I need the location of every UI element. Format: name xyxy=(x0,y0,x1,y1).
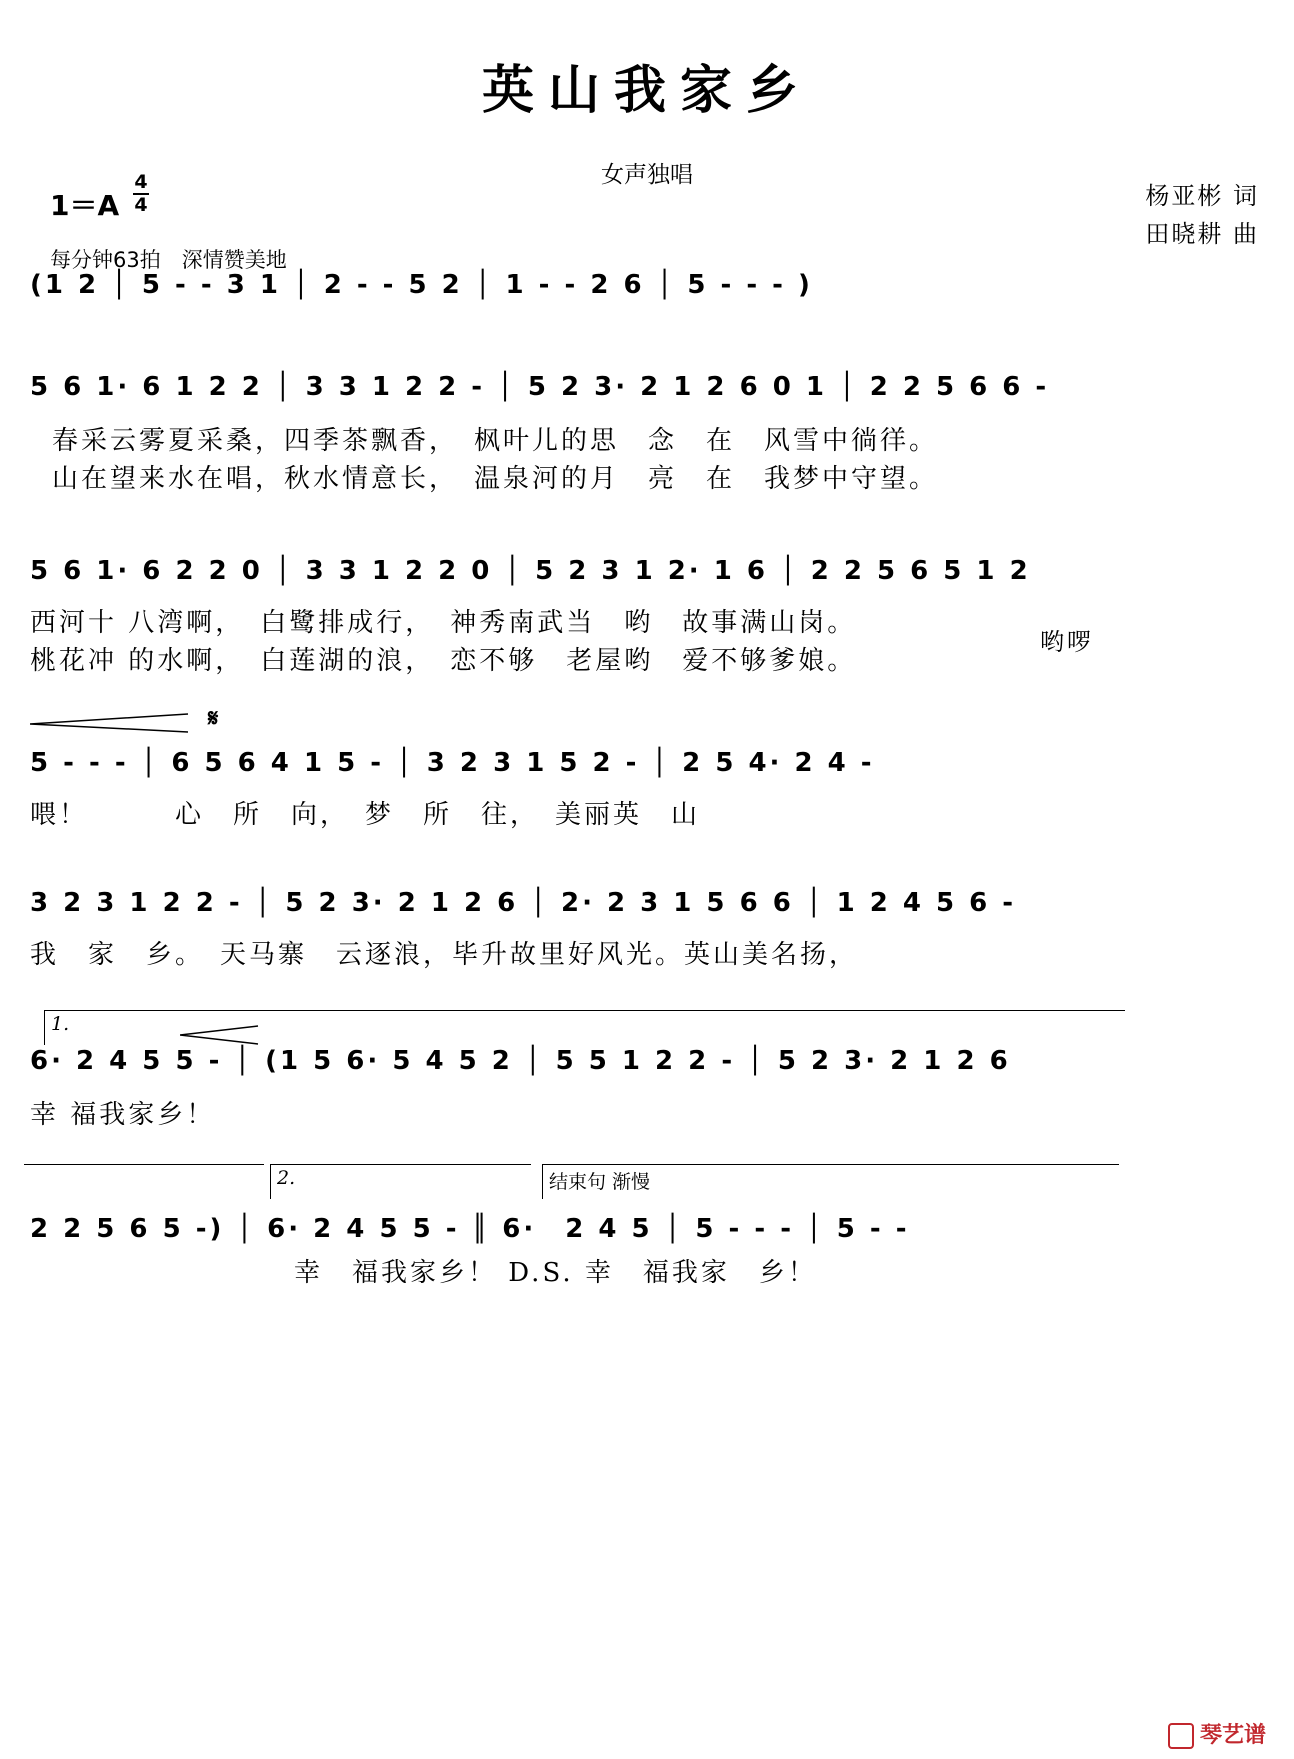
crescendo-icon xyxy=(180,1024,260,1046)
lyrics: 喂！ 心 所 向， 梦 所 往， 美丽英 山 xyxy=(30,800,701,830)
notes: 3 2 3 1 2 2 - │ 5 2 3· 2 1 2 6 │ 2· 2 3 1 5 6 6 │ 1 2 4 5 6 - xyxy=(30,888,1017,918)
lyrics-verse-1: 春采云雾夏采桑，四季茶飘香， 枫叶儿的思 念 在 风雪中徜徉。 xyxy=(52,426,939,456)
lyrics-verse-2: 桃花冲 的水啊， 白莲湖的浪， 恋不够 老屋哟 爱不够爹娘。 xyxy=(30,646,857,676)
key-signature: 1＝A xyxy=(50,189,120,222)
notes: (1 2 │ 5 - - 3 1 │ 2 - - 5 2 │ 1 - - 2 6 │ 5 - - - ) xyxy=(30,270,813,300)
coda-bracket xyxy=(542,1164,1119,1199)
logo-text: 琴艺谱 xyxy=(1199,1723,1266,1748)
lyrics-verse-1: 西河十 八湾啊， 白鹭排成行， 神秀南武当 哟 故事满山岗。 xyxy=(30,608,857,638)
score-row-first-ending xyxy=(30,1046,1270,1130)
notes: 5 6 1· 6 1 2 2 │ 3 3 1 2 2 - │ 5 2 3· 2 1 2 6 0 1 │ 2 2 5 6 6 - xyxy=(30,372,1050,402)
page-title: 英山我家乡 xyxy=(481,60,812,121)
subtitle: 女声独唱 xyxy=(601,162,693,188)
site-logo xyxy=(1168,1718,1266,1749)
score-row-chorus-2 xyxy=(30,888,1270,970)
notes: 5 - - - │ 6 5 6 4 1 5 - │ 3 2 3 1 5 2 - │ 2 5 4· 2 4 - xyxy=(30,748,875,778)
tempo-marking: 每分钟63拍 深情赞美地 xyxy=(50,248,287,272)
composer-credit: 田晓耕 曲 xyxy=(1145,220,1259,248)
score-row-verse-1 xyxy=(30,372,1270,494)
logo-icon xyxy=(1168,1723,1194,1749)
lyricist-credit: 杨亚彬 词 xyxy=(1145,182,1259,210)
lyrics-verse-2: 山在望来水在唱，秋水情意长， 温泉河的月 亮 在 我梦中守望。 xyxy=(52,464,939,494)
aside-lyric: 哟啰 xyxy=(1040,628,1094,656)
time-signature xyxy=(133,172,149,216)
time-sig-top: 4 xyxy=(134,171,148,193)
volta-second-ending xyxy=(270,1164,531,1199)
score-row-verse-2 xyxy=(30,556,1270,676)
notes: 5 6 1· 6 2 2 0 │ 3 3 1 2 2 0 │ 5 2 3 1 2· 1 6 │ 2 2 5 6 5 1 2 xyxy=(30,556,1031,586)
notes: 2 2 5 6 5 -) │ 6· 2 4 5 5 - ║ 6· 2 4 5 │ 5 - - - │ 5 - - xyxy=(30,1214,910,1244)
score-row-intro xyxy=(30,270,1270,310)
ending-label: 结束句 渐慢 xyxy=(549,1171,651,1193)
volta-label: 2. xyxy=(277,1167,296,1189)
score-row-ending xyxy=(30,1208,1270,1288)
previous-bracket-line xyxy=(24,1164,264,1165)
time-sig-bottom: 4 xyxy=(134,194,148,216)
notes: 6· 2 4 5 5 - │ (1 5 6· 5 4 5 2 │ 5 5 1 2 2 - │ 5 2 3· 2 1 2 6 xyxy=(30,1046,1011,1076)
lyrics: 我 家 乡。 天马寨 云逐浪，毕升故里好风光。英山美名扬， xyxy=(30,940,859,970)
lyrics: 幸 福我家乡！ D.S. 幸 福我家 乡！ xyxy=(294,1258,817,1288)
lyrics: 幸 福我家乡！ xyxy=(30,1100,216,1130)
volta-label: 1. xyxy=(51,1013,70,1035)
score-row-chorus xyxy=(30,704,1270,830)
crescendo-icon xyxy=(30,712,190,734)
segno-icon: 𝄋 xyxy=(208,704,219,732)
